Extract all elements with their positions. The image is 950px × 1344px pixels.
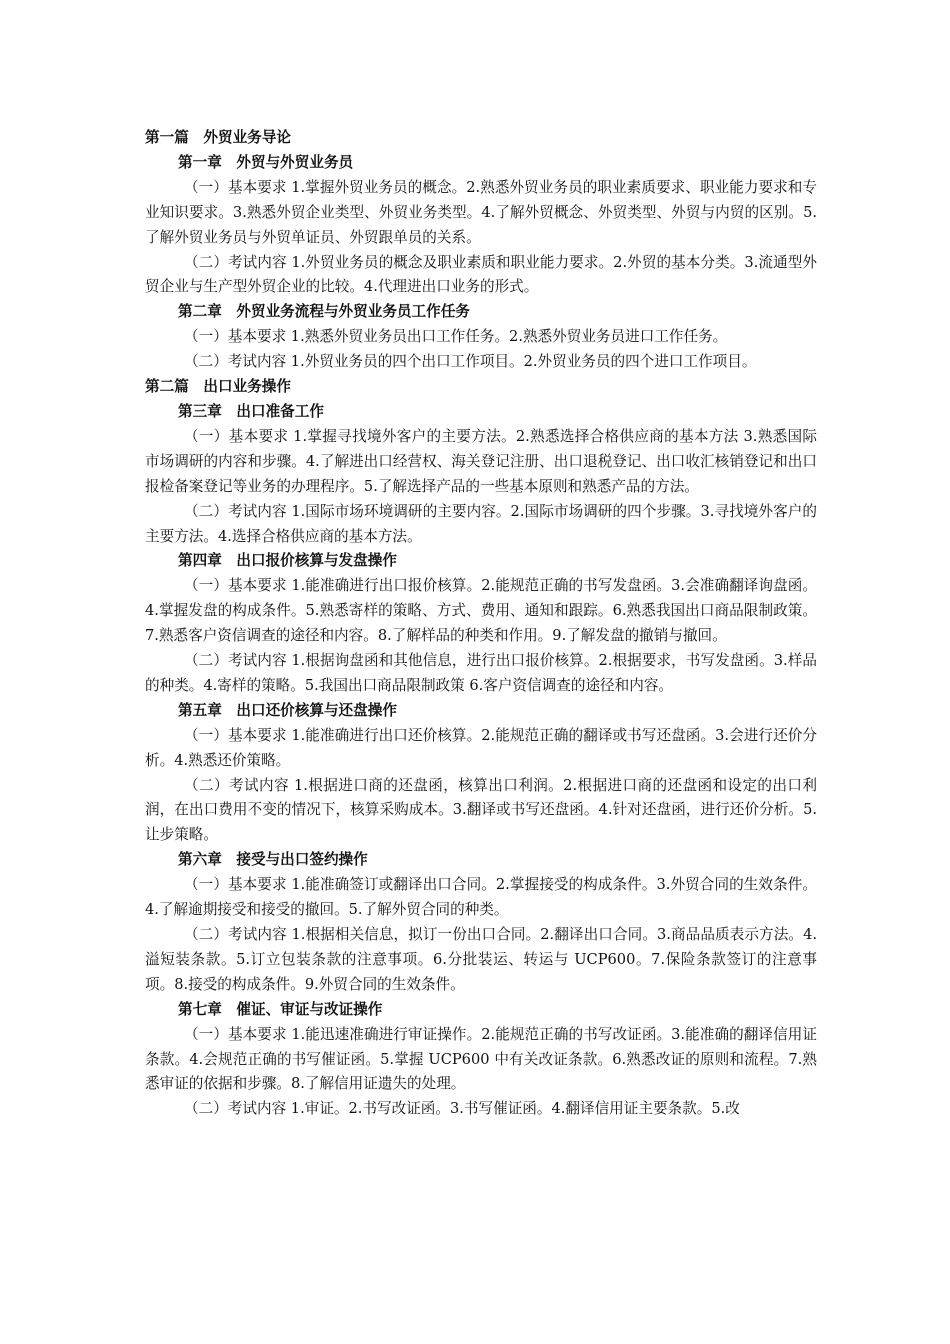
chapter-heading-3: 第三章 出口准备工作 (178, 402, 324, 420)
paragraph-ch7-requirements: （一）基本要求 1.能迅速准确进行审证操作。2.能规范正确的书写改证函。3.能准确的翻译信用证条款。4.会规范正确的书写催证函。5.掌握 UCP600 中有关改证条款。6.熟悉改证的原则和流程。7.熟悉审证的依据和步骤。8.了解信用证遗失的处理。 (145, 1025, 817, 1093)
paragraph-ch1-requirements: （一）基本要求 1.掌握外贸业务员的概念。2.熟悉外贸业务员的职业素质要求、职业能力要求和专业知识要求。3.熟悉外贸企业类型、外贸业务类型。4.了解外贸概念、外贸类型、外贸与内贸的区别。5.了解外贸业务员与外贸单证员、外贸跟单员的关系。 (145, 178, 817, 246)
paragraph-ch3-requirements: （一）基本要求 1.掌握寻找境外客户的主要方法。2.熟悉选择合格供应商的基本方法 3.熟悉国际市场调研的内容和步骤。4.了解进出口经营权、海关登记注册、出口退税登记、出口收汇核销登记和出口报检备案登记等业务的办理程序。5.了解选择产品的一些基本原则和熟悉产品的方法。 (145, 427, 817, 495)
paragraph-ch6-exam-content: （二）考试内容 1.根据相关信息，拟订一份出口合同。2.翻译出口合同。3.商品品质表示方法。4.溢短装条款。5.订立包装条款的注意事项。6.分批装运、转运与 UCP600。7.保险条款签订的注意事项。8.接受的构成条件。9.外贸合同的生效条件。 (145, 926, 817, 993)
paragraph-ch2-requirements: （一）基本要求 1.熟悉外贸业务员出口工作任务。2.熟悉外贸业务员进口工作任务。 (184, 328, 728, 346)
paragraph-ch7-exam-content: （二）考试内容 1.审证。2.书写改证函。3.书写催证函。4.翻译信用证主要条款。5.改 (184, 1100, 740, 1118)
part-heading-1: 第一篇 外贸业务导论 (145, 129, 291, 146)
paragraph-ch4-requirements: （一）基本要求 1.能准确进行出口报价核算。2.能规范正确的书写发盘函。3.会准确翻译询盘函。4.掌握发盘的构成条件。5.熟悉寄样的策略、方式、费用、通知和跟踪。6.熟悉我国出口商品限制政策。7.熟悉客户资信调查的途径和内容。8.了解样品的种类和作用。9.了解发盘的撤销与撤回。 (145, 577, 817, 645)
paragraph-ch3-exam-content: （二）考试内容 1.国际市场环境调研的主要内容。2.国际市场调研的四个步骤。3.寻找境外客户的主要方法。4.选择合格供应商的基本方法。 (145, 502, 817, 545)
chapter-heading-5: 第五章 出口还价核算与还盘操作 (178, 701, 397, 719)
part-heading-2: 第二篇 出口业务操作 (145, 378, 291, 396)
paragraph-ch5-requirements: （一）基本要求 1.能准确进行出口还价核算。2.能规范正确的翻译或书写还盘函。3.会进行还价分析。4.熟悉还价策略。 (145, 726, 817, 769)
chapter-heading-6: 第六章 接受与出口签约操作 (178, 851, 368, 869)
chapter-heading-1: 第一章 外贸与外贸业务员 (178, 153, 354, 171)
chapter-heading-2: 第二章 外贸业务流程与外贸业务员工作任务 (178, 303, 470, 321)
paragraph-ch2-exam-content: （二）考试内容 1.外贸业务员的四个出口工作项目。2.外贸业务员的四个进口工作项目。 (184, 353, 757, 371)
paragraph-ch5-exam-content: （二）考试内容 1.根据进口商的还盘函，核算出口利润。2.根据进口商的还盘函和设定的出口利润，在出口费用不变的情况下，核算采购成本。3.翻译或书写还盘函。4.针对还盘函，进行还价分析。5.让步策略。 (145, 776, 817, 844)
paragraph-ch4-exam-content: （二）考试内容 1.根据询盘函和其他信息，进行出口报价核算。2.根据要求，书写发盘函。3.样品的种类。4.寄样的策略。5.我国出口商品限制政策 6.客户资信调查的途径和内容。 (145, 652, 817, 694)
chapter-heading-4: 第四章 出口报价核算与发盘操作 (178, 552, 397, 570)
chapter-heading-7: 第七章 催证、审证与改证操作 (178, 1000, 383, 1018)
document-page (145, 126, 817, 1122)
paragraph-ch1-exam-content: （二）考试内容 1.外贸业务员的概念及职业素质和职业能力要求。2.外贸的基本分类。3.流通型外贸企业与生产型外贸企业的比较。4.代理进出口业务的形式。 (145, 253, 817, 296)
paragraph-ch6-requirements: （一）基本要求 1.能准确签订或翻译出口合同。2.掌握接受的构成条件。3.外贸合同的生效条件。4.了解逾期接受和接受的撤回。5.了解外贸合同的种类。 (145, 876, 817, 919)
